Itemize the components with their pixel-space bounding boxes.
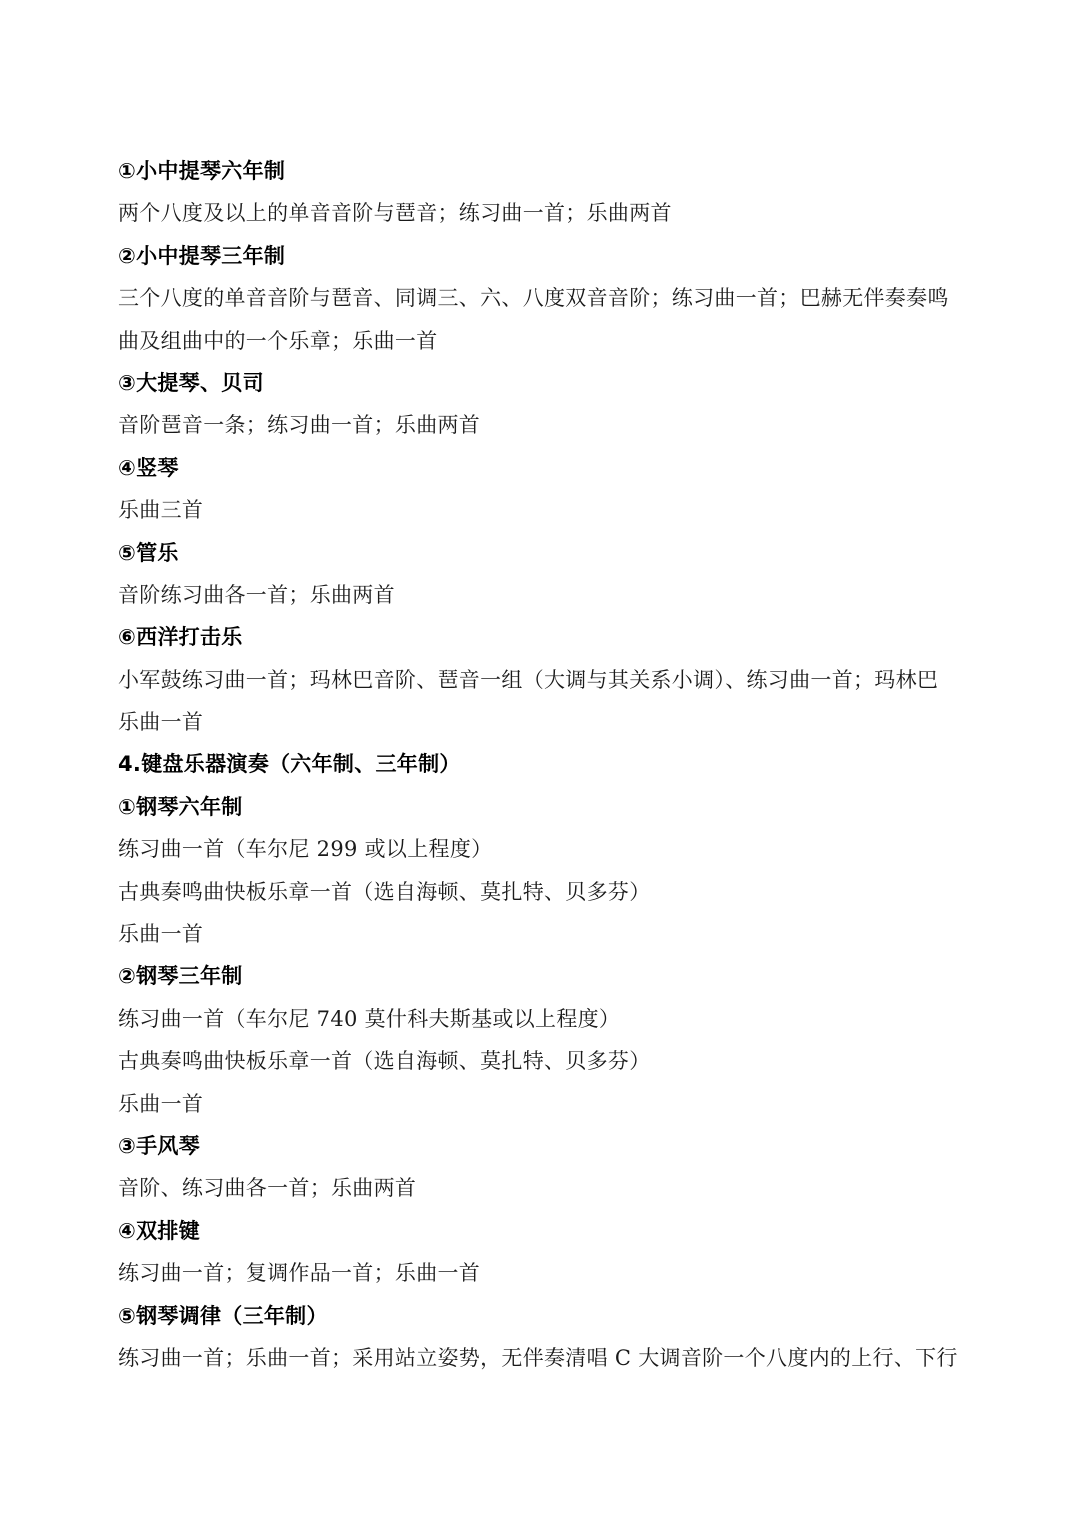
section-body: 练习曲一首；乐曲一首；采用站立姿势，无伴奏清唱 C 大调音阶一个八度内的上行、下行 xyxy=(118,1345,958,1370)
section-body: 三个八度的单音音阶与琶音、同调三、六、八度双音音阶；练习曲一首；巴赫无伴奏奏鸣 xyxy=(118,286,949,311)
section-body: 练习曲一首（车尔尼 299 或以上程度） xyxy=(118,837,493,862)
section-body: 两个八度及以上的单音音阶与琶音；练习曲一首；乐曲两首 xyxy=(118,201,672,226)
section-body: 音阶练习曲各一首；乐曲两首 xyxy=(118,582,395,607)
section-heading: ④竖琴 xyxy=(118,455,179,480)
section-heading: ③大提琴、贝司 xyxy=(118,370,264,395)
section-heading: ⑤钢琴调律（三年制） xyxy=(118,1303,328,1328)
section-heading: ④双排键 xyxy=(118,1218,200,1243)
section-heading: ③手风琴 xyxy=(118,1133,200,1158)
section-body: 古典奏鸣曲快板乐章一首（选自海顿、莫扎特、贝多芬） xyxy=(118,879,651,904)
chapter-heading: 4.键盘乐器演奏（六年制、三年制） xyxy=(118,752,461,777)
section-body: 音阶、练习曲各一首；乐曲两首 xyxy=(118,1176,417,1201)
section-body: 乐曲一首 xyxy=(118,922,204,947)
section-body: 乐曲一首 xyxy=(118,1091,204,1116)
section-body: 曲及组曲中的一个乐章；乐曲一首 xyxy=(118,328,438,353)
section-body: 乐曲一首 xyxy=(118,710,204,735)
document-page xyxy=(118,150,978,1379)
section-heading: ①钢琴六年制 xyxy=(118,794,243,819)
section-body: 练习曲一首（车尔尼 740 莫什科夫斯基或以上程度） xyxy=(118,1006,621,1031)
section-body: 音阶琶音一条；练习曲一首；乐曲两首 xyxy=(118,413,481,438)
section-body: 小军鼓练习曲一首；玛林巴音阶、琶音一组（大调与其关系小调）、练习曲一首；玛林巴 xyxy=(118,667,939,692)
section-heading: ②钢琴三年制 xyxy=(118,964,243,989)
section-heading: ②小中提琴三年制 xyxy=(118,243,286,268)
section-body: 古典奏鸣曲快板乐章一首（选自海顿、莫扎特、贝多芬） xyxy=(118,1049,651,1074)
section-body: 乐曲三首 xyxy=(118,498,204,523)
section-heading: ⑥西洋打击乐 xyxy=(118,625,243,650)
section-body: 练习曲一首；复调作品一首；乐曲一首 xyxy=(118,1261,481,1286)
section-heading: ⑤管乐 xyxy=(118,540,179,565)
section-heading: ①小中提琴六年制 xyxy=(118,159,286,183)
